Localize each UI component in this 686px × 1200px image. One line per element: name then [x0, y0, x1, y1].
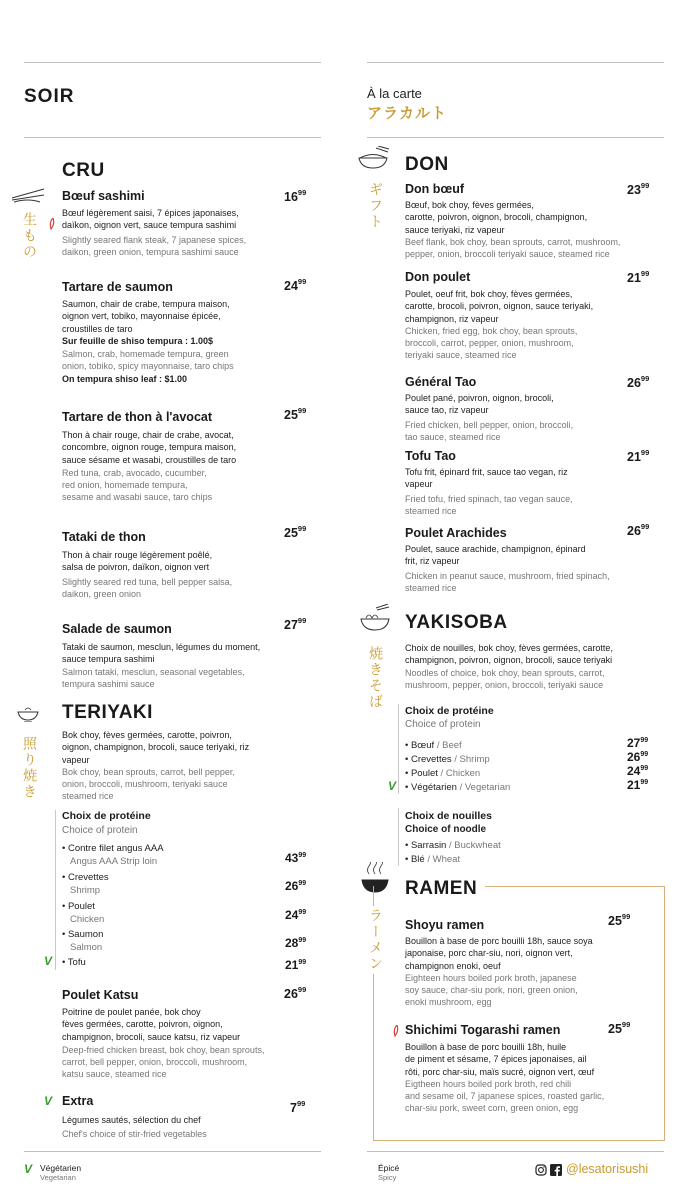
yakisoba-jp-label: 焼きそば [368, 646, 384, 710]
protein-title: Choix de protéine [62, 810, 151, 822]
bowl-icon [16, 704, 40, 722]
item-name: Shichimi Togarashi ramen [405, 1023, 561, 1037]
noodle-title: Choix de nouilles [405, 810, 492, 822]
item-description: Bœuf, bok choy, fèves germées, carotte, poivron, oignon, brocoli, champignon, sauce teriyaki, riz vapeur Beef flank, bok choy, bean sprouts, carrot, mushroom, pepper, onion, broccoli teriyaki sauce, steamed rice [405, 200, 621, 260]
item-price: $26^{99}$ [627, 374, 650, 391]
item-name: Poulet Arachides [405, 526, 507, 540]
noodle-title-en: Choice of noodle [405, 824, 487, 835]
item-name: Général Tao [405, 375, 477, 389]
item-name: Don poulet [405, 270, 471, 284]
item-name: Poulet Katsu [62, 988, 139, 1002]
item-price: $16^{99}$ [284, 188, 307, 205]
protein-price: $26^{99}$ [627, 750, 649, 764]
top-rule-left [24, 62, 321, 63]
ramen-box-top [485, 886, 665, 887]
item-name: Salade de saumon [62, 622, 172, 636]
noodle-divider [398, 808, 399, 866]
header-rule-left [24, 137, 321, 138]
section-title-yakisoba: YAKISOBA [405, 612, 508, 633]
social-handle[interactable]: @lesatorisushi [566, 1162, 649, 1176]
section-description: Bok choy, fèves germées, carotte, poivron, oignon, champignon, brocoli, sauce teriyaki, riz vapeur Bok choy, bean sprouts, carrot, bell pepper, onion, broccoli, mushroom, teriyaki sauce steamed rice [62, 730, 250, 802]
protein-price: $28^{99}$ [285, 936, 307, 950]
protein-option: • Crevettes / Shrimp [405, 754, 490, 765]
item-name: Don bœuf [405, 182, 465, 196]
item-description: Bouillon à base de porc bouilli 18h, sauce soya japonaise, porc char-siu, nori, oignon vert, champignon enoki, oeuf Eighteen hours boiled pork broth, japanese soy sauce, char-siu pork, nori, green onion, enoki mushroom, egg [405, 936, 593, 1008]
legend-vegetarian: Végétarien Vegetarian [40, 1163, 82, 1182]
vegetarian-icon: V [24, 1162, 33, 1176]
protein-divider [55, 810, 56, 970]
protein-price: $21^{99}$ [285, 958, 307, 972]
item-price: $26^{99}$ [627, 522, 650, 539]
item-price: $24^{99}$ [284, 277, 307, 294]
item-name: Tataki de thon [62, 530, 146, 544]
rice-bowl-icon [356, 146, 390, 172]
chopsticks-icon [10, 186, 46, 204]
section-title-cru: CRU [62, 160, 105, 181]
protein-price: $24^{99}$ [285, 908, 307, 922]
bottom-rule-right [367, 1151, 664, 1152]
item-price: $27^{99}$ [284, 616, 307, 633]
item-name: Bœuf sashimi [62, 189, 145, 203]
teriyaki-jp-label: 照り焼き [22, 736, 38, 800]
item-name: Tofu Tao [405, 449, 456, 463]
noodle-bowl-icon [358, 604, 392, 634]
instagram-icon[interactable] [535, 1164, 547, 1176]
item-name: Tartare de thon à l'avocat [62, 410, 213, 424]
section-title-don: DON [405, 154, 449, 175]
item-price: $25^{99}$ [284, 524, 307, 541]
item-description: Légumes sautés, sélection du chef Chef's choice of stir-fried vegetables [62, 1115, 207, 1140]
item-price: $23^{99}$ [627, 181, 650, 198]
noodle-option: • Sarrasin / Buckwheat [405, 840, 501, 851]
item-description: Poulet, sauce arachide, champignon, épinard frit, riz vapeur Chicken in peanut sauce, mushroom, fried spinach, steamed rice [405, 544, 610, 593]
item-description: Saumon, chair de crabe, tempura maison, oignon vert, tobiko, mayonnaise épicée, croustilles de taro Sur feuille de shiso tempura : 1.00$ Salmon, crab, homemade tempura, green onion, tobiko, spicy mayonnaise, taro chips On tempura shiso leaf : $1.00 [62, 299, 234, 384]
item-description: Thon à chair rouge légèrement poêlé, salsa de poivron, daïkon, oignon vert Slightly seared red tuna, bell pepper salsa, daikon, green onion [62, 550, 233, 599]
item-description: Thon à chair rouge, chair de crabe, avocat, concombre, oignon rouge, tempura maison, sauce sésame et wasabi, croustilles de taro Red tuna, crab, avocado, cucumber, red onion, homemade tempura, sesame and wasabi sauce, taro chips [62, 430, 237, 503]
item-description: Bouillon à base de porc bouilli 18h, huile de piment et sésame, 7 épices japonaises, ail rôti, porc char-siu, maïs sucré, oignon vert, œuf Eigtheen hours boiled pork broth, red chili and sesame oil, 7 japanese spices, roasted garlic, char-siu pork, sweet corn, green onion, egg [405, 1042, 605, 1114]
item-price: $25^{99}$ [608, 912, 631, 929]
protein-option: • Saumon Salmon [62, 929, 104, 953]
cru-jp-label: 生もの [22, 212, 38, 260]
protein-price: $21^{99}$ [627, 778, 649, 792]
protein-divider [398, 704, 399, 794]
section-description: Choix de nouilles, bok choy, fèves germées, carotte, champignon, poivron, oignon, brocoli, sauce teriyaki Noodles of choice, bok choy, bean sprouts, carrot, mushroom, pepper, onion, broccoli, teriyaki sauce [405, 643, 613, 690]
header-rule-right [367, 137, 664, 138]
ramen-jp-label: ラーメン [368, 908, 384, 972]
facebook-icon[interactable] [550, 1164, 562, 1176]
don-jp-label: ギフト [368, 182, 384, 230]
page-title: SOIR [24, 86, 75, 107]
item-description: Bœuf légèrement saisi, 7 épices japonaises, daïkon, oignon vert, sauce tempura sashimi Slightly seared flank steak, 7 japanese spices, daikon, green onion, tempura sashimi sauce [62, 208, 247, 257]
item-price: $25^{99}$ [284, 406, 307, 423]
item-price: $7^{99}$ [290, 1099, 306, 1116]
carte-title-jp: アラカルト [367, 105, 448, 122]
item-description: Tataki de saumon, mesclun, légumes du moment, sauce tempura sashimi Salmon tataki, mesclun, seasonal vegetables, tempura sashimi sauce [62, 642, 261, 689]
protein-title-en: Choice of protein [62, 825, 138, 836]
protein-title: Choix de protéine [405, 705, 494, 717]
item-name: Tartare de saumon [62, 280, 173, 294]
vegetarian-icon: V [44, 954, 53, 968]
spicy-icon [392, 1025, 400, 1037]
protein-title-en: Choice of protein [405, 719, 481, 730]
item-description: Poulet pané, poivron, oignon, brocoli, sauce tao, riz vapeur Fried chicken, bell pepper, onion, broccoli, tao sauce, steamed rice [405, 393, 574, 442]
protein-option: • Bœuf / Beef [405, 740, 462, 751]
protein-price: $26^{99}$ [285, 879, 307, 893]
item-description: Poitrine de poulet panée, bok choy fèves germées, carotte, poivron, oignon, champignon, brocoli, sauce katsu, riz vapeur Deep-fried chicken breast, bok choy, bean sprouts, carrot, bell pepper, onion, broccoli, mushroom, katsu sauce, steamed rice [62, 1007, 265, 1080]
item-price: $21^{99}$ [627, 448, 650, 465]
protein-option: • Végétarien / Vegetarian [405, 782, 511, 793]
spicy-icon [48, 218, 56, 230]
protein-option: • Crevettes Shrimp [62, 872, 109, 896]
vegetarian-icon: V [388, 779, 397, 793]
item-name: Extra [62, 1094, 94, 1108]
item-description: Tofu frit, épinard frit, sauce tao vegan, riz vapeur Fried tofu, fried spinach, tao vegan sauce, steamed rice [405, 467, 573, 516]
protein-option: • Poulet / Chicken [405, 768, 481, 779]
protein-price: $43^{99}$ [285, 851, 307, 865]
noodle-option: • Blé / Wheat [405, 854, 461, 865]
protein-option: • Poulet Chicken [62, 901, 105, 925]
protein-option: • Contre filet angus AAA Angus AAA Strip loin [62, 843, 164, 867]
section-title-ramen: RAMEN [405, 878, 478, 899]
carte-title: À la carte [367, 86, 422, 101]
vegetarian-icon: V [44, 1094, 53, 1108]
section-title-teriyaki: TERIYAKI [62, 702, 153, 723]
bottom-rule-left [24, 1151, 321, 1152]
top-rule-right [367, 62, 664, 63]
legend-spicy: Épicé Spicy [378, 1163, 400, 1182]
protein-option: • Tofu [62, 957, 86, 968]
protein-price: $24^{99}$ [627, 764, 649, 778]
item-price: $21^{99}$ [627, 269, 650, 286]
item-name: Shoyu ramen [405, 918, 485, 932]
item-price: $26^{99}$ [284, 985, 307, 1002]
item-price: $25^{99}$ [608, 1020, 631, 1037]
item-description: Poulet, oeuf frit, bok choy, fèves germées, carotte, brocoli, poivron, oignon, sauce teriyaki, champignon, riz vapeur Chicken, fried egg, bok choy, bean sprouts, broccoli, carrot, pepper, onion, mushroom, teriyaki sauce, steamed rice [405, 289, 594, 361]
protein-price: $27^{99}$ [627, 736, 649, 750]
